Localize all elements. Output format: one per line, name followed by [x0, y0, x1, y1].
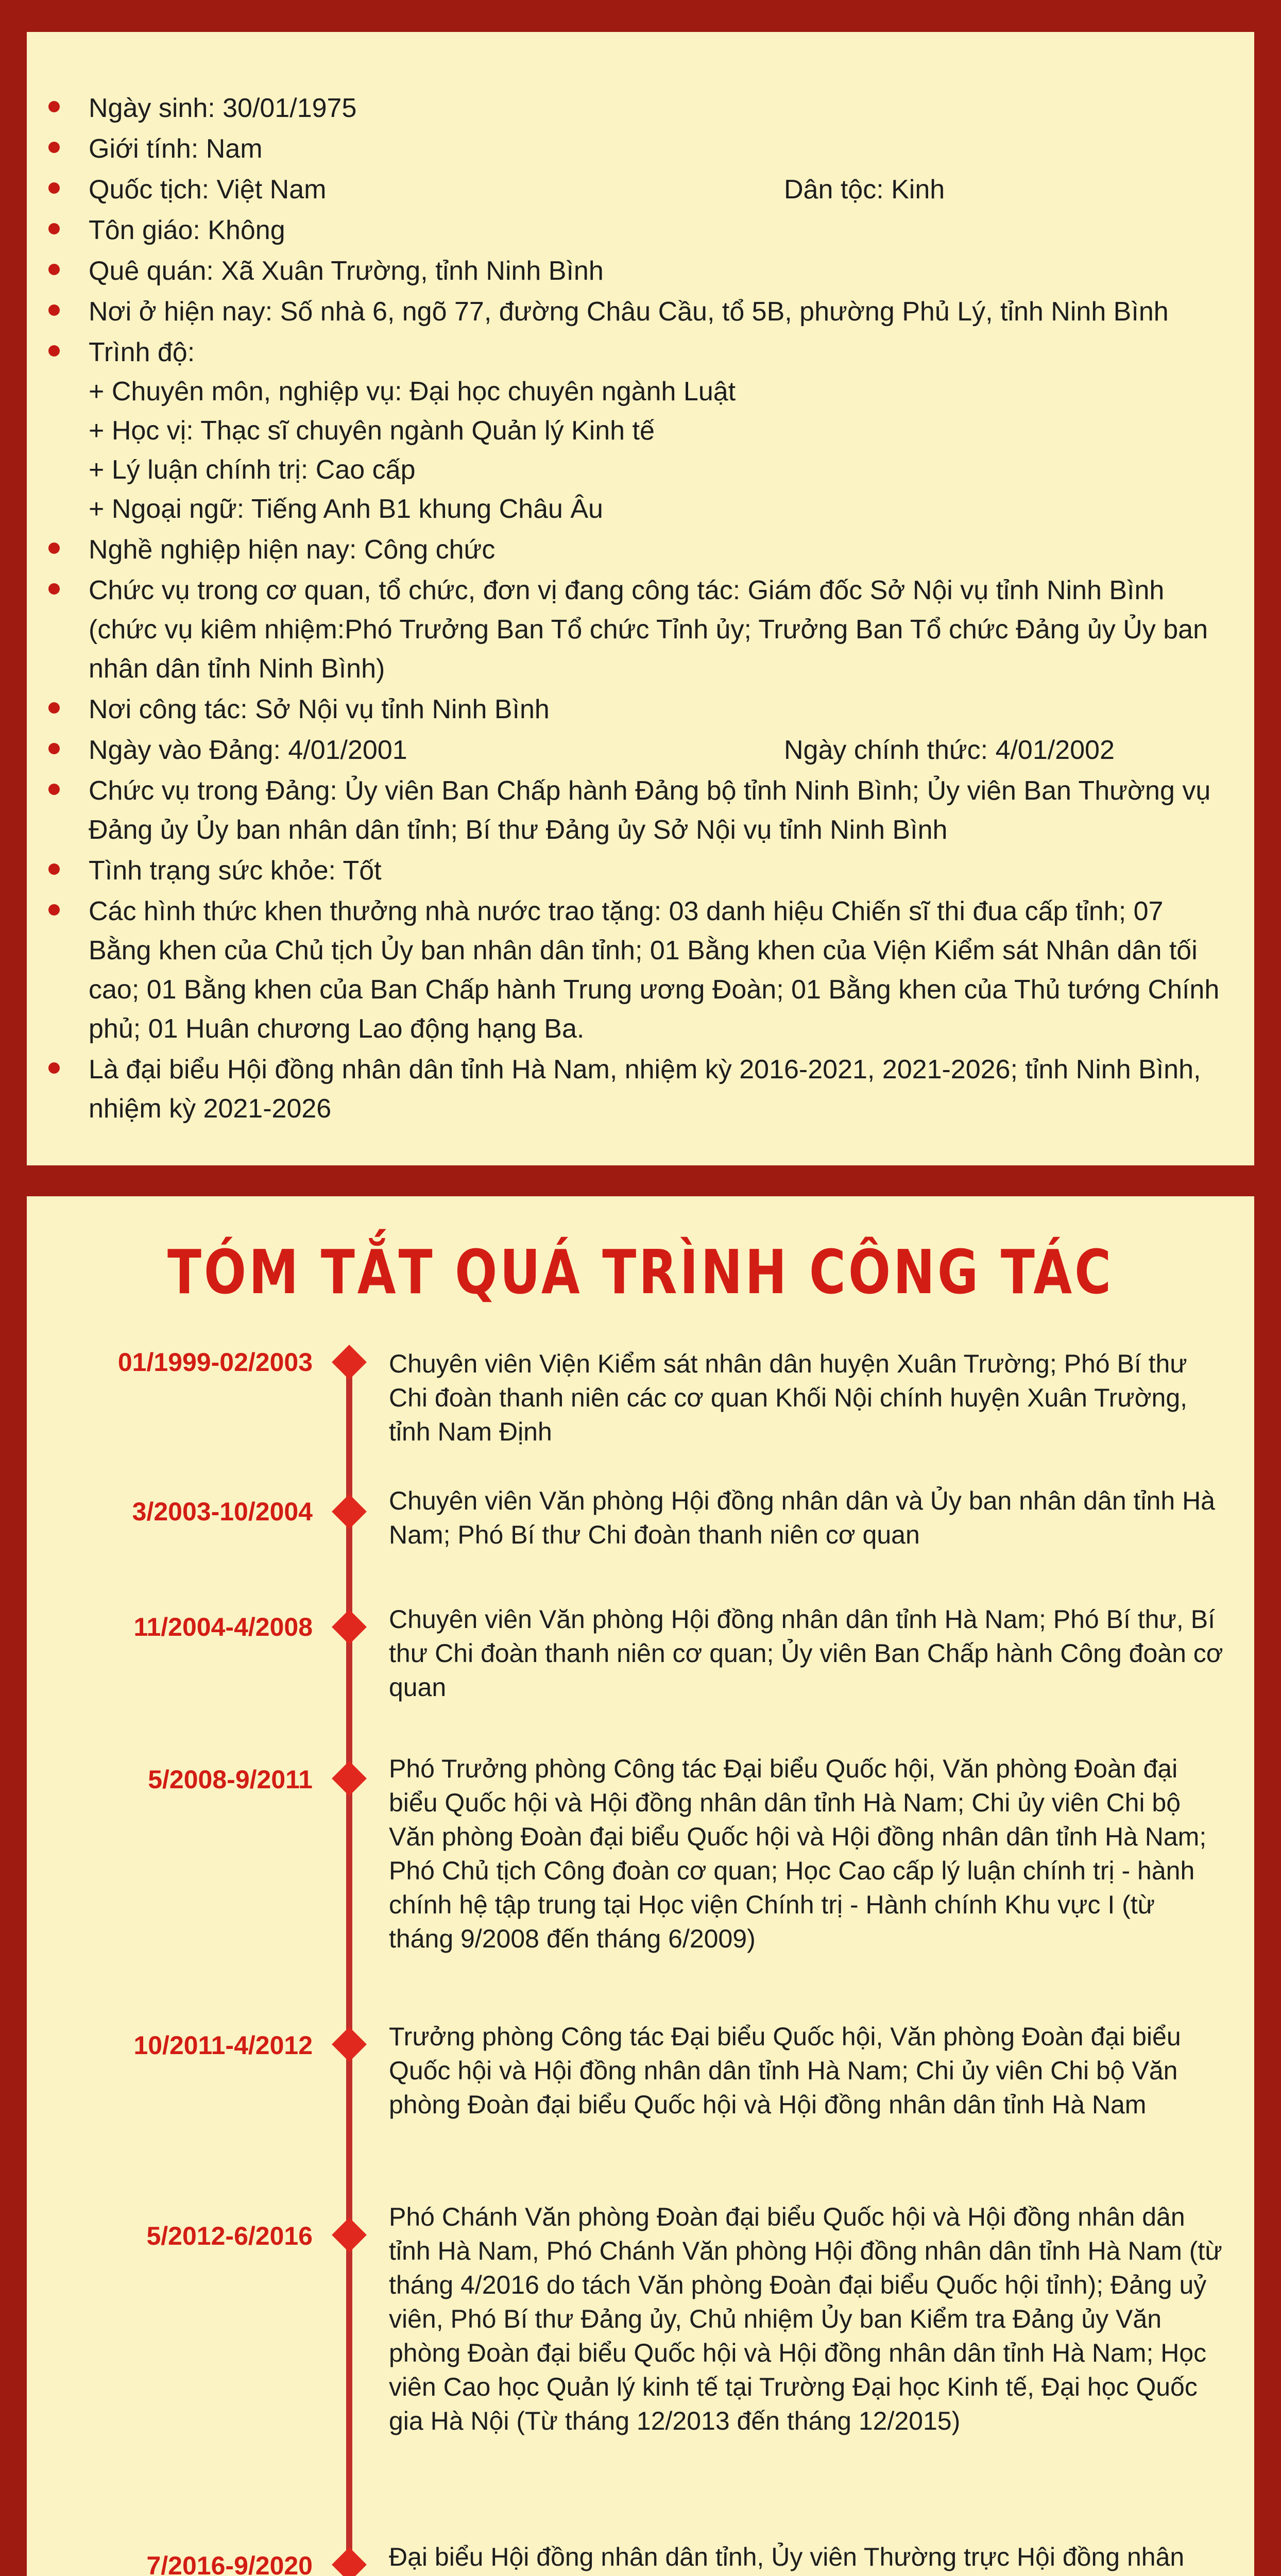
bio-text: Nghề nghiệp hiện nay: Công chức — [89, 535, 496, 565]
bio-text: Là đại biểu Hội đồng nhân dân tỉnh Hà Nam, nhiệm kỳ 2016-2021, 2021-2026; tỉnh Ninh Bình, nhiệm kỳ 2021-2026 — [89, 1055, 1201, 1124]
bio-text: Ngày vào Đảng: 4/01/2001 — [89, 735, 407, 765]
bio-text: Giới tính: Nam — [89, 134, 263, 164]
timeline-date: 5/2008-9/2011 — [148, 1765, 313, 1794]
bullet-icon — [48, 1062, 60, 1074]
timeline-text: Chuyên viên Văn phòng Hội đồng nhân dân tỉnh Hà Nam; Phó Bí thư, Bí thư Chi đoàn thanh niên cơ quan; Ủy viên Ban Chấp hành Công đoàn cơ quan — [389, 1605, 1223, 1702]
timeline-date: 10/2011-4/2012 — [133, 2031, 313, 2060]
bio-text: Quê quán: Xã Xuân Trường, tỉnh Ninh Bình — [89, 256, 604, 286]
bullet-icon — [48, 743, 60, 754]
bio-item-workplace — [89, 690, 1223, 729]
bio-panel — [27, 32, 1254, 1165]
bio-item-awards — [89, 892, 1223, 1048]
bullet-icon — [48, 543, 60, 554]
bullet-icon — [48, 182, 60, 194]
bullet-icon — [48, 223, 60, 234]
bio-sub-text: + Học vị: Thạc sĩ chuyên ngành Quản lý Kinh tế — [89, 416, 655, 446]
bio-item-education — [89, 333, 1223, 529]
timeline-text: Chuyên viên Viện Kiểm sát nhân dân huyện Xuân Trường; Phó Bí thư Chi đoàn thanh niên các cơ quan Khối Nội chính huyện Xuân Trường, tỉnh Nam Định — [389, 1349, 1188, 1446]
bio-text-official-date: Ngày chính thức: 4/01/2002 — [784, 735, 1115, 765]
bio-text: Quốc tịch: Việt Nam — [89, 175, 327, 205]
timeline-date: 3/2003-10/2004 — [132, 1497, 313, 1526]
bullet-icon — [48, 702, 60, 714]
bio-text-ethnicity: Dân tộc: Kinh — [784, 175, 945, 205]
bio-text: Chức vụ trong Đảng: Ủy viên Ban Chấp hành Đảng bộ tỉnh Ninh Bình; Ủy viên Ban Thường vụ Đảng ủy Ủy ban nhân dân tỉnh; Bí thư Đảng ủy Sở Nội vụ tỉnh Ninh Bình — [89, 776, 1211, 845]
timeline-title: TÓM TẮT QUÁ TRÌNH CÔNG TÁC — [167, 1236, 1114, 1308]
bio-item-birth — [89, 89, 1223, 128]
bio-item-health — [89, 851, 1223, 890]
bio-sub-text: + Lý luận chính trị: Cao cấp — [89, 455, 416, 485]
bio-text: Các hình thức khen thưởng nhà nước trao tặng: 03 danh hiệu Chiến sĩ thi đua cấp tỉnh; 07 Bằng khen của Chủ tịch Ủy ban nhân dân tỉnh; 01 Bằng khen của Viện Kiểm sát Nhân dân tối cao; 01 Bằng khen của Ban Chấp hành Trung ương Đoàn; 01 Bằng khen của Thủ tướng Chính phủ; 01 Huân chương Lao động hạng Ba. — [89, 896, 1220, 1044]
timeline-line — [346, 1350, 352, 2576]
timeline-text: Đại biểu Hội đồng nhân dân tỉnh, Ủy viên Thường trực Hội đồng nhân — [389, 2543, 1185, 2571]
bullet-icon — [48, 101, 60, 112]
timeline-text: Trưởng phòng Công tác Đại biểu Quốc hội, Văn phòng Đoàn đại biểu Quốc hội và Hội đồng nhân dân tỉnh Hà Nam; Chi ủy viên Chi bộ Văn phòng Đoàn đại biểu Quốc hội và Hội đồng nhân dân tỉnh Hà Nam — [389, 2022, 1181, 2119]
bio-item-delegate — [89, 1050, 1223, 1128]
bio-text: Tôn giáo: Không — [89, 215, 285, 245]
bio-text: Tình trạng sức khỏe: Tốt — [89, 856, 382, 886]
bio-sub-text: + Ngoại ngữ: Tiếng Anh B1 khung Châu Âu — [89, 494, 603, 524]
timeline-text: Chuyên viên Văn phòng Hội đồng nhân dân và Ủy ban nhân dân tỉnh Hà Nam; Phó Bí thư Chi đoàn thanh niên cơ quan — [389, 1486, 1215, 1549]
bio-item-party-date — [89, 731, 1223, 770]
bio-item-religion — [89, 211, 1223, 250]
bullet-icon — [48, 345, 60, 357]
bio-item-residence — [89, 292, 1223, 331]
bullet-icon — [48, 264, 60, 275]
timeline-date: 11/2004-4/2008 — [133, 1613, 313, 1641]
bio-item-position — [89, 571, 1223, 688]
bio-text: Trình độ: — [89, 337, 195, 367]
bullet-icon — [48, 904, 60, 916]
bio-item-occupation — [89, 530, 1223, 569]
bullet-icon — [48, 304, 60, 316]
bullet-icon — [48, 583, 60, 595]
bio-text: Nơi công tác: Sở Nội vụ tỉnh Ninh Bình — [89, 694, 550, 724]
timeline-date: 7/2016-9/2020 — [146, 2551, 313, 2576]
bio-text: Chức vụ trong cơ quan, tổ chức, đơn vị đang công tác: Giám đốc Sở Nội vụ tỉnh Ninh Bình (chức vụ kiêm nhiệm:Phó Trưởng Ban Tổ chức Tỉnh ủy; Trưởng Ban Tổ chức Đảng ủy Ủy ban nhân dân tỉnh Ninh Bình) — [89, 575, 1208, 684]
bio-sub-text: + Chuyên môn, nghiệp vụ: Đại học chuyên ngành Luật — [89, 377, 736, 406]
timeline-text: Phó Chánh Văn phòng Đoàn đại biểu Quốc hội và Hội đồng nhân dân tỉnh Hà Nam, Phó Chánh Văn phòng Hội đồng nhân dân tỉnh Hà Nam (từ tháng 4/2016 do tách Văn phòng Đoàn đại biểu Quốc hội tỉnh); Đảng uỷ viên, Phó Bí thư Đảng ủy, Chủ nhiệm Ủy ban Kiểm tra Đảng ủy Văn phòng Đoàn đại biểu Quốc hội và Hội đồng nhân dân tỉnh Hà Nam; Học viên Cao học Quản lý kinh tế tại Trường Đại học Kinh tế, Đại học Quốc gia Hà Nội (Từ tháng 12/2013 đến tháng 12/2015) — [389, 2202, 1222, 2435]
bullet-icon — [48, 142, 60, 153]
timeline-text: Phó Trưởng phòng Công tác Đại biểu Quốc hội, Văn phòng Đoàn đại biểu Quốc hội và Hội đồng nhân dân tỉnh Hà Nam; Chi ủy viên Chi bộ Văn phòng Đoàn đại biểu Quốc hội và Hội đồng nhân dân tỉnh Hà Nam; Phó Chủ tịch Công đoàn cơ quan; Học Cao cấp lý luận chính trị - hành chính hệ tập trung tại Học viện Chính trị - Hành chính Khu vực I (từ tháng 9/2008 đến tháng 6/2009) — [389, 1754, 1207, 1953]
timeline-date: 01/1999-02/2003 — [117, 1348, 313, 1377]
bio-item-hometown — [89, 251, 1223, 291]
timeline-date: 5/2012-6/2016 — [146, 2222, 313, 2250]
bullet-icon — [48, 863, 60, 875]
bio-item-nationality — [89, 170, 1223, 209]
bio-text: Ngày sinh: 30/01/1975 — [89, 93, 357, 123]
bio-list — [27, 32, 1254, 1128]
bio-item-party-position — [89, 771, 1223, 850]
bio-text: Nơi ở hiện nay: Số nhà 6, ngõ 77, đường Châu Cầu, tổ 5B, phường Phủ Lý, tỉnh Ninh Bình — [89, 297, 1169, 327]
bio-item-gender — [89, 129, 1223, 168]
bullet-icon — [48, 784, 60, 795]
